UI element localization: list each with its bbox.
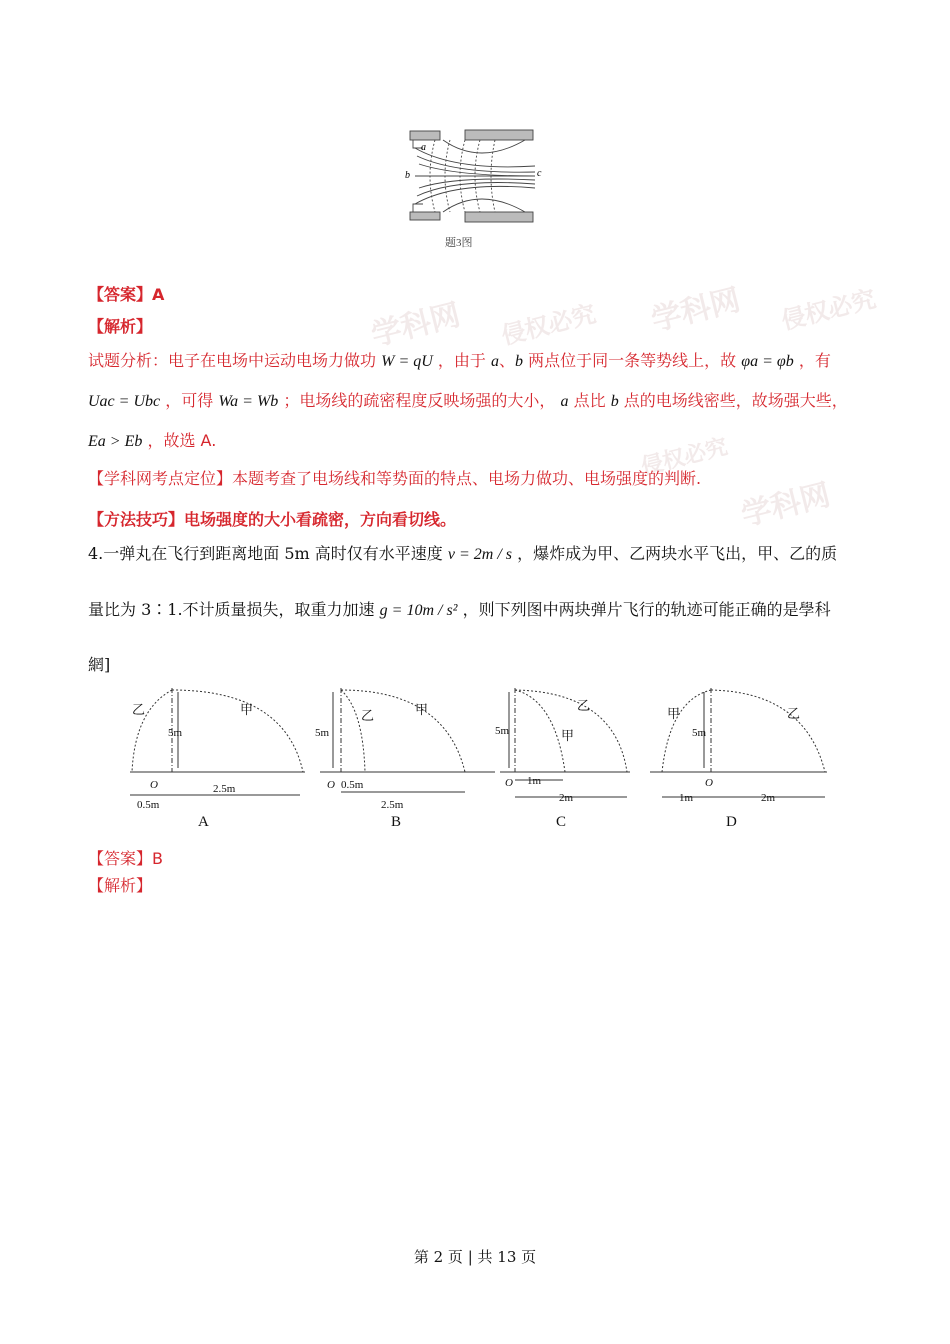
option-d-right-label: 乙 <box>787 706 801 721</box>
equation-field: Ea > Eb <box>88 433 143 450</box>
option-b-diagram <box>315 688 495 830</box>
equation-voltage: Uac = Ubc <box>88 393 161 410</box>
option-d-left-dist: 1m <box>679 792 694 804</box>
option-b-right-label: 甲 <box>415 702 429 717</box>
watermark: 学科网 <box>367 297 464 354</box>
option-d-diagram <box>650 688 827 830</box>
option-b-left-label: 乙 <box>361 708 375 723</box>
option-a-origin: O <box>150 779 158 791</box>
answer-line: 【答案】A <box>88 285 165 304</box>
analysis-line-2: Uac = Ubc ，可得 Wa = Wb ；电场线的疏密程度反映场强的大小， a 点比 b 点的电场线密些，故场强大些， <box>88 391 848 410</box>
option-b-height: 5m <box>315 727 330 739</box>
equation-velocity: v = 2m / s <box>447 546 513 563</box>
option-a-diagram <box>130 688 305 830</box>
option-d-letter: D <box>726 814 737 830</box>
watermark: 学科网 <box>647 282 744 339</box>
option-d-origin: O <box>705 777 713 789</box>
watermark: 侵权必究 <box>498 299 599 351</box>
figure-3 <box>395 126 545 254</box>
options-figure <box>115 680 845 830</box>
option-c-left-label: 甲 <box>561 728 575 743</box>
kaodian-line: 【学科网考点定位】本题考查了电场线和等势面的特点、电场力做功、电场强度的判断. <box>88 469 702 488</box>
option-b-left-dist: 0.5m <box>341 779 364 791</box>
question-4-line-1: 4.一弹丸在飞行到距离地面 5m 高时仅有水平速度 v = 2m / s ，爆炸成为甲、乙两块水平飞出，甲、乙的质 <box>88 544 838 563</box>
option-c-letter: C <box>556 814 567 830</box>
q4-answer-line: 【答案】B <box>88 849 163 868</box>
option-c-left-dist: 1m <box>527 775 542 787</box>
option-c-right-dist: 2m <box>559 792 574 804</box>
analysis-line-1: 试题分析：电子在电场中运动电场力做功 W = qU ，由于 a、b 两点位于同一条等势线上，故 φa = φb ，有 <box>88 351 831 370</box>
trajectory-options <box>115 680 845 830</box>
option-a-right-dist: 2.5m <box>213 783 236 795</box>
equation-gravity: g = 10m / s² <box>379 602 458 619</box>
option-c-height: 5m <box>495 725 510 737</box>
option-a-letter: A <box>198 814 209 830</box>
option-d-right-dist: 2m <box>761 792 776 804</box>
option-c-right-label: 乙 <box>577 698 591 713</box>
label-a: a <box>421 142 426 153</box>
option-d-left-label: 甲 <box>667 706 681 721</box>
option-a-height: 5m <box>168 727 183 739</box>
equation-work-equal: Wa = Wb <box>218 393 279 410</box>
watermark: 侵权必究 <box>778 284 879 336</box>
watermark: 侵权必究 <box>638 434 731 481</box>
question-4-line-3: 網] <box>88 655 111 674</box>
option-a-right-label: 甲 <box>240 702 254 717</box>
label-c: c <box>537 168 542 179</box>
equation-work: W = qU <box>381 353 433 370</box>
fangfa-line: 【方法技巧】电场强度的大小看疏密，方向看切线。 <box>88 510 457 529</box>
option-c-origin: O <box>505 777 513 789</box>
equation-potential: φa = φb <box>741 353 794 370</box>
q4-analysis-heading: 【解析】 <box>88 876 153 895</box>
option-b-right-dist: 2.5m <box>381 799 404 811</box>
option-a-left-dist: 0.5m <box>137 799 160 811</box>
option-b-letter: B <box>391 814 402 830</box>
label-b: b <box>405 170 410 181</box>
page-footer: 第 2 页 | 共 13 页 <box>413 1248 537 1266</box>
figure-caption: 题3图 <box>445 237 473 249</box>
field-lines-diagram <box>395 126 545 254</box>
option-c-diagram <box>495 688 630 830</box>
question-4-line-2: 量比为 3∶1.不计质量损失，取重力加速 g = 10m / s² ，则下列图中两块弹片飞行的轨迹可能正确的是學科 <box>88 600 831 619</box>
option-b-origin: O <box>327 779 335 791</box>
option-d-height: 5m <box>692 727 707 739</box>
analysis-heading: 【解析】 <box>88 317 153 336</box>
watermark: 学科网 <box>737 477 834 534</box>
analysis-line-3: Ea > Eb ，故选 A. <box>88 431 217 450</box>
option-a-left-label: 乙 <box>132 702 146 717</box>
